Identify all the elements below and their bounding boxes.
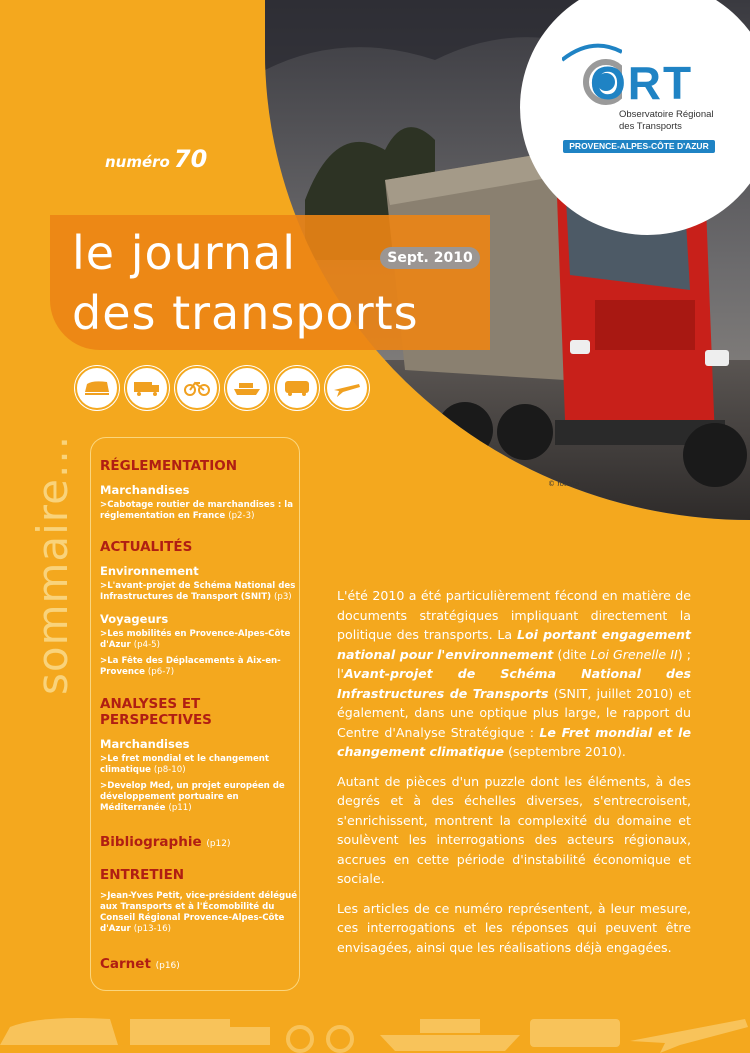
issue-date: Sept. 2010 [380,247,480,269]
issue-label: numéro [105,153,170,171]
ship-icon [225,366,269,410]
text-run: (dite [553,646,591,662]
toc-item-page: (p16) [155,961,180,971]
journal-title-line2: des transports [72,286,419,340]
text-run-emphasis: Avant-projet de Schéma National des Infrastructures de Transports [337,666,691,701]
toc-section-carnet [100,956,180,972]
toc-item-text: >Cabotage routier de marchandises : la réglementation en France [100,500,294,521]
issue-value: 70 [173,145,208,173]
truck-icon [125,366,169,410]
toc-section-reglementation: RÉGLEMENTATION [100,458,238,474]
toc-item [100,581,300,603]
train-icon [75,366,119,410]
toc-item-text: >Jean-Yves Petit, vice-président délégué aux Transports et à l'Écomobilité du Conseil Régional Provence-Alpes-Côte d'Azur [100,891,298,934]
toc-item-page: (p12) [206,839,231,849]
toc-item-page: (p11) [168,803,192,813]
toc-item-page: (p6-7) [147,667,175,677]
toc-item [100,754,300,776]
issue-number [105,145,207,173]
bicycle-icon [175,366,219,410]
toc-subsection: Marchandises [100,737,190,751]
toc-item-text: >La Fête des Déplacements à Aix-en-Provence [100,656,281,677]
toc-item-text: >Develop Med, un projet européen de développement portuaire en Méditerranée [100,781,285,813]
toc-item [100,781,300,814]
toc-item [100,891,300,935]
editorial-text [337,586,691,967]
toc-subsection: Environnement [100,564,199,578]
text-run: (septembre 2010). [504,744,626,759]
toc-section-analyses-2: PERSPECTIVES [100,712,212,728]
toc-item-text: >Le fret mondial et le changement climatique [100,754,270,775]
toc-section-bibliographie [100,834,231,850]
toc-section-label: Carnet [100,956,151,972]
plane-icon [325,366,369,410]
text-run: L'été 2010 a été particulièrement fécond en matière de documents stratégiques impliquant directement la politique des transports. La [337,588,691,642]
toc-section-entretien: ENTRETIEN [100,867,185,883]
toc-item-page: (p2-3) [228,511,255,521]
transport-silhouettes [0,1005,750,1053]
toc-subsection: Voyageurs [100,612,169,626]
logo-subtitle: Observatoire Régional des Transports [619,109,714,132]
bus-icon [275,366,319,410]
text-run: ) ; l' [337,646,691,681]
toc-item-page: (p3) [274,592,292,602]
toc-item-text: >L'avant-projet de Schéma National des Infrastructures de Transport (SNIT) [100,581,296,602]
toc-item [100,500,300,522]
text-run: (SNIT, juillet 2010) et également, dans une optique plus large, le rapport du Centre d'Analyse Stratégique : [337,685,691,740]
toc-section-actualites: ACTUALITÉS [100,539,193,555]
toc-section-label: Bibliographie [100,834,202,850]
editorial-paragraph-2: Autant de pièces d'un puzzle dont les éléments, à des degrés et à des échelles diverses, s'entrecroisent, s'enrichissent, montrent la complexité du domaine et soulèvent les interrogations des acteurs régionaux, accrues en cette période d'instabilité économique et sociale. [337,773,691,886]
toc-item [100,629,300,651]
toc-item-page: (p13-16) [133,924,171,934]
photo-credit: © fotolia [548,480,580,488]
toc-subsection: Marchandises [100,483,190,497]
text-run-emphasis: Loi portant engagement national pour l'environnement [337,627,691,662]
editorial-paragraph-1 [337,586,691,762]
text-run-emphasis: Le Fret mondial et le changement climatique [337,724,691,759]
toc-item-page: (p4-5) [133,640,160,650]
journal-title-line1: le journal [72,226,297,280]
sommaire-label: sommaire... [28,434,77,695]
logo-region: PROVENCE-ALPES-CÔTE D'AZUR [563,140,715,153]
toc-section-analyses-1: ANALYSES ET [100,696,201,712]
toc-item [100,656,300,678]
logo-name: ORT [590,57,694,109]
toc-item-page: (p8-10) [153,765,186,775]
toc-item-text: >Les mobilités en Provence-Alpes-Côte d'Azur [100,629,291,650]
text-run-italic: Loi Grenelle II [590,646,678,662]
editorial-paragraph-3: Les articles de ce numéro représentent, à leur mesure, ces interrogations et les réponses qui peuvent être envisagées, ainsi que les réalisations déjà engagées. [337,900,691,955]
